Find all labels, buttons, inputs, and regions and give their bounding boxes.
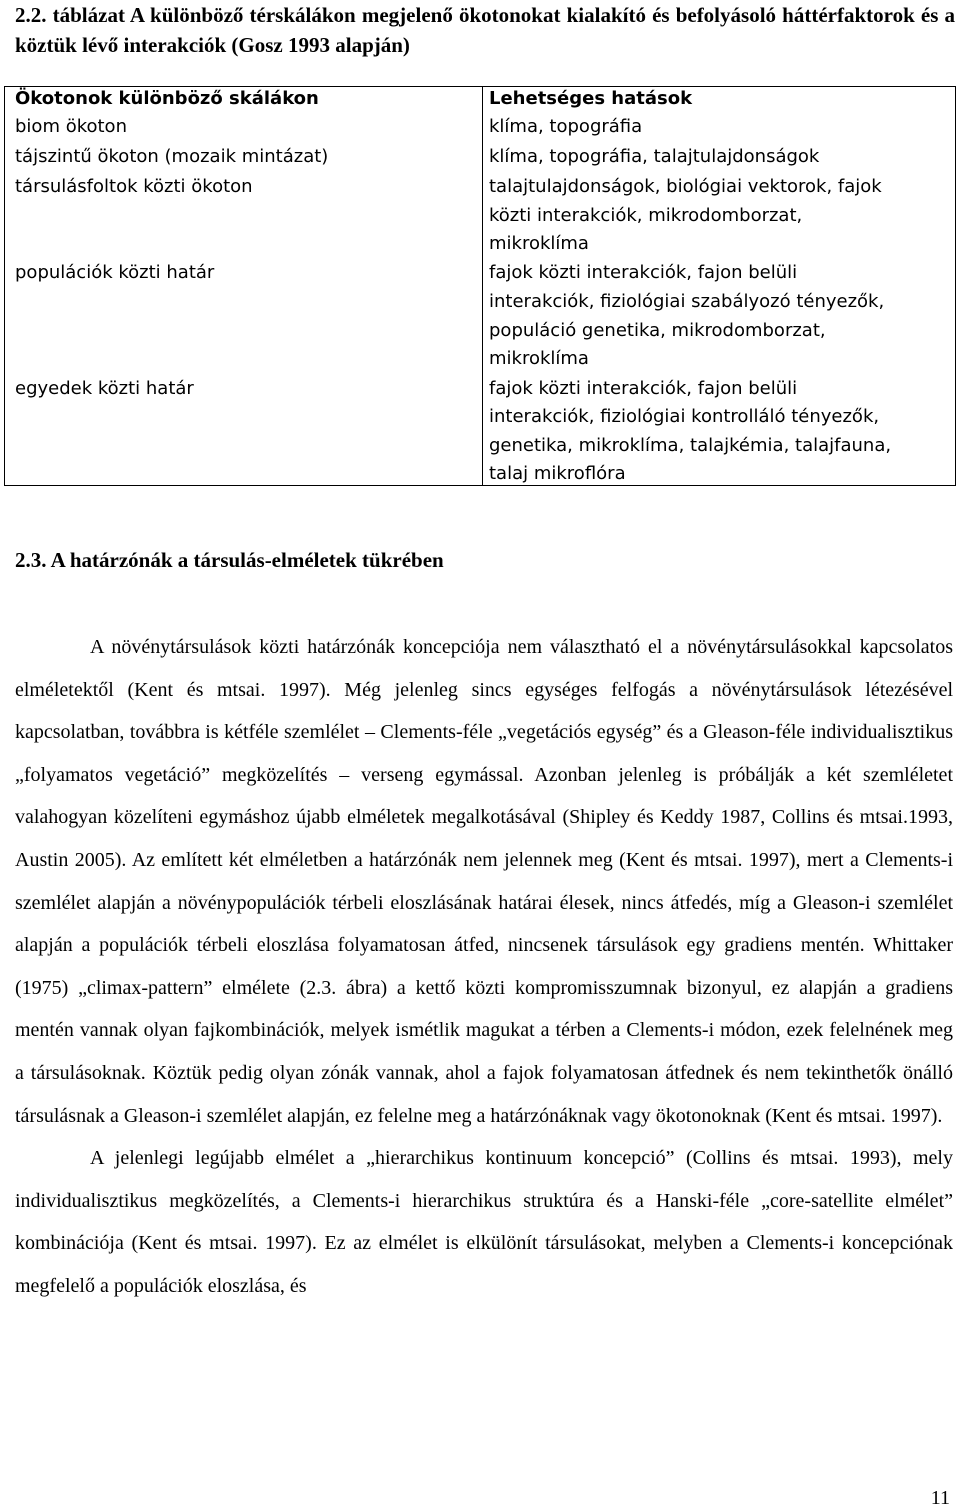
body-text [15, 626, 953, 1308]
table-cell-effects: interakciók, fiziológiai szabályozó tényezők, [489, 291, 885, 312]
table-cell-effects: genetika, mikroklíma, talajkémia, talajfauna, [489, 435, 892, 456]
table-cell-effects: mikroklíma [489, 233, 589, 254]
table-cell-effects: interakciók, fiziológiai kontrolláló tényezők, [489, 406, 880, 427]
table-cell-effects: klíma, topográfia [489, 116, 643, 137]
table-cell-scale: tájszintű ökoton (mozaik mintázat) [15, 146, 329, 167]
table-cell-effects: populáció genetika, mikrodomborzat, [489, 320, 826, 341]
table-cell-scale: egyedek közti határ [15, 378, 194, 399]
table-cell-effects: közti interakciók, mikrodomborzat, [489, 205, 803, 226]
table-cell-effects: klíma, topográfia, talajtulajdonságok [489, 146, 820, 167]
table-cell-effects: talaj mikroflóra [489, 463, 626, 484]
paragraph: A növénytársulások közti határzónák koncepciója nem választható el a növénytársulásokkal kapcsolatos elméletektől (Kent és mtsai. 1997). Még jelenleg sincs egységes felfogás a növénytársulások létezésével kapcsolatban, továbbra is kétféle szemlélet – Clements-féle „vegetációs egység” és a Gleason-féle individualisztikus „folyamatos vegetáció” megközelítés – verseng egymással. Azonban jelenleg is próbálják a két szemléletet valahogyan közelíteni egymáshoz újabb elméletek megalkotásával (Shipley és Keddy 1987, Collins és mtsai.1993, Austin 2005). Az említett két elméletben a határzónák nem jelennek meg (Kent és mtsai. 1997), mert a Clements-i szemlélet alapján a növénypopulációk térbeli eloszlásának határai élesek, nincs átfedés, míg a Gleason-i szemlélet alapján a populációk térbeli eloszlása folyamatosan átfed, nincsenek társulások egy gradiens mentén. Whittaker (1975) „climax-pattern” elmélete (2.3. ábra) a kettő közti kompromisszumnak bizonyul, ez alapján a gradiens mentén vannak olyan fajkombinációk, melyek ismétlik magukat a térben a Clements-i módon, ezek felelnének meg a társulásoknak. Köztük pedig olyan zónák vannak, ahol a fajok folyamatosan átfednek és nem tekinthetők önálló társulásnak a Gleason-i szemlélet alapján, ez felelne meg a határzónáknak vagy ökotonoknak (Kent és mtsai. 1997). [15, 636, 953, 1127]
table-caption [15, 0, 955, 60]
table-cell-effects: fajok közti interakciók, fajon belüli [489, 262, 798, 283]
table-cell-effects: mikroklíma [489, 348, 589, 369]
ecotone-table [4, 86, 956, 486]
table-cell-scale: populációk közti határ [15, 262, 215, 283]
table-cell-effects: fajok közti interakciók, fajon belüli [489, 378, 798, 399]
table-column-divider [482, 87, 483, 485]
table-cell-scale: biom ökoton [15, 116, 127, 137]
table-cell-scale: társulásfoltok közti ökoton [15, 176, 253, 197]
table-header-left: Ökotonok különböző skálákon [15, 88, 319, 109]
table-caption-text: 2.2. táblázat A különböző térskálákon megjelenő ökotonokat kialakító és befolyásoló háttérfaktorok és a köztük lévő interakciók (Gosz 1993 alapján) [15, 3, 955, 57]
table-cell-effects: talajtulajdonságok, biológiai vektorok, fajok [489, 176, 882, 197]
page-number: 11 [930, 1487, 950, 1509]
section-heading: 2.3. A határzónák a társulás-elméletek tükrében [15, 548, 444, 572]
paragraph: A jelenlegi legújabb elmélet a „hierarchikus kontinuum koncepció” (Collins és mtsai. 1993), mely individualisztikus megközelítés, a Clements-i hierarchikus struktúra és a Hanski-féle „core-satellite elmélet” kombinációja (Kent és mtsai. 1997). Ez az elmélet is elkülönít társulásokat, melyben a Clements-i koncepciónak megfelelő a populációk eloszlása, és [15, 1147, 953, 1297]
table-header-right: Lehetséges hatások [489, 88, 693, 109]
